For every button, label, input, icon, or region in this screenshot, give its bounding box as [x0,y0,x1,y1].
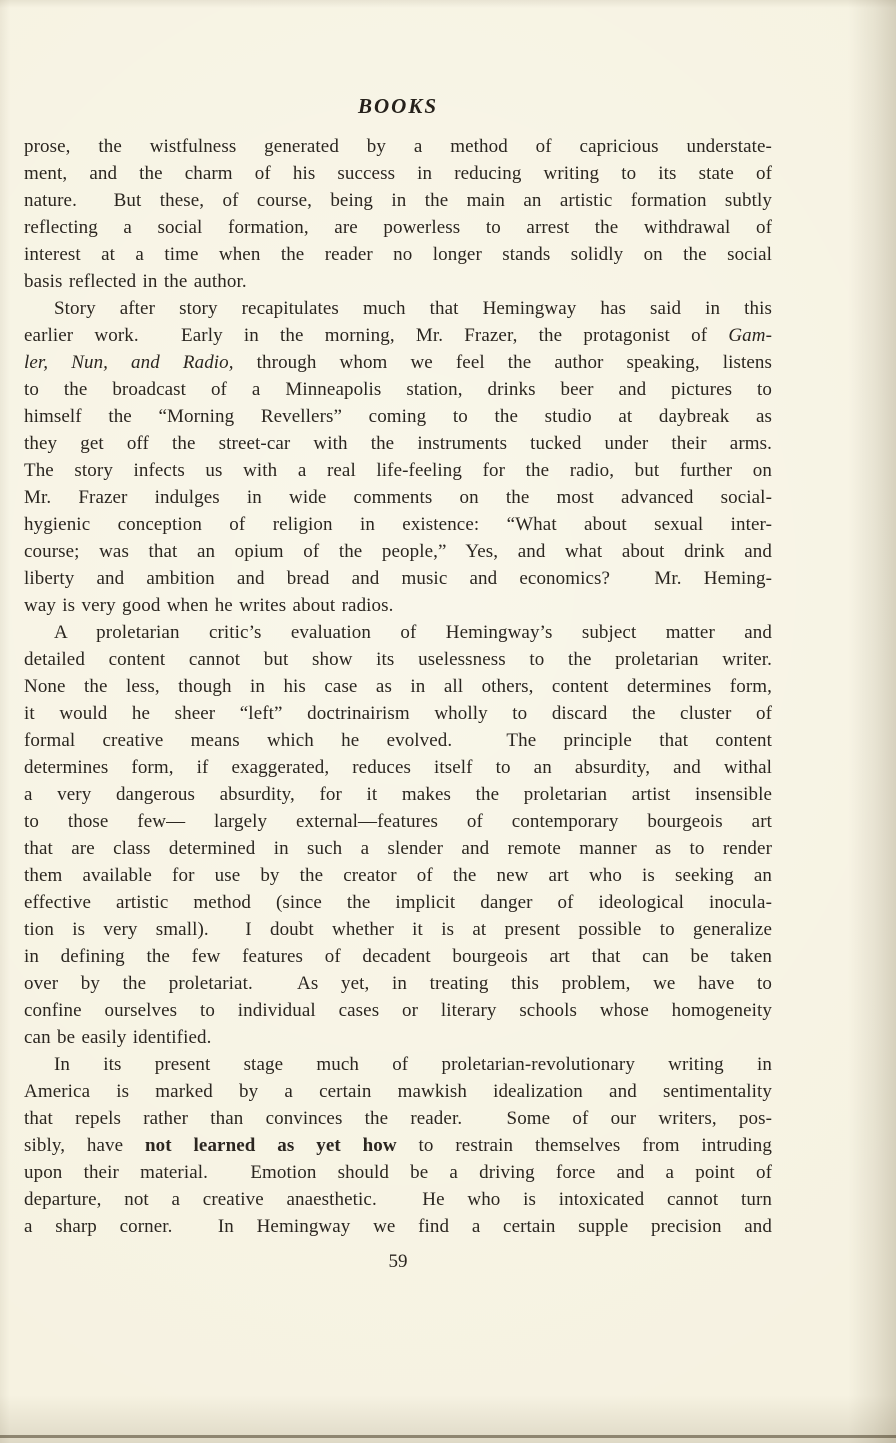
text-line: to those few— largely external—features of contemporary bourgeois art [24,811,772,832]
page-number: 59 [388,1251,408,1272]
text-line: sibly, have not learned as yet how to restrain themselves from intruding [24,1135,772,1156]
text-line: course; was that an opium of the people,” Yes, and what about drink and [24,541,772,562]
text-line: reflecting a social formation, are powerless to arrest the withdrawal of [24,217,772,238]
text-line: in defining the few features of decadent bourgeois art that can be taken [24,946,772,967]
text-line: a very dangerous absurdity, for it makes the proletarian artist insensible [24,784,772,805]
text-line: formal creative means which he evolved. The principle that content [24,730,772,751]
text-line: None the less, though in his case as in all others, content determines form, [24,676,772,697]
text-line: interest at a time when the reader no longer stands solidly on the social [24,244,772,265]
text-line: prose, the wistfulness generated by a method of capricious understate- [24,136,772,157]
text-line: hygienic conception of religion in existence: “What about sexual inter- [24,514,772,535]
text-line: upon their material. Emotion should be a driving force and a point of [24,1162,772,1183]
text-line: over by the proletariat. As yet, in treating this problem, we have to [24,973,772,994]
text-line: earlier work. Early in the morning, Mr. Frazer, the protagonist of Gam- [24,325,772,346]
text-line: effective artistic method (since the implicit danger of ideological inocula- [24,892,772,913]
text-line: The story infects us with a real life-feeling for the radio, but further on [24,460,772,481]
text-line: basis reflected in the author. [24,271,247,292]
text-line: they get off the street-car with the instruments tucked under their arms. [24,433,772,454]
text-line: tion is very small). I doubt whether it is at present possible to generalize [24,919,772,940]
text-line: it would he sheer “left” doctrinairism wholly to discard the cluster of [24,703,772,724]
text-line: detailed content cannot but show its uselessness to the proletarian writer. [24,649,772,670]
text-line: ment, and the charm of his success in reducing writing to its state of [24,163,772,184]
text-line: them available for use by the creator of the new art who is seeking an [24,865,772,886]
text-line: liberty and ambition and bread and music and economics? Mr. Heming- [24,568,772,589]
text-line: can be easily identified. [24,1027,212,1048]
text-line: himself the “Morning Revellers” coming to the studio at daybreak as [24,406,772,427]
text-line: America is marked by a certain mawkish idealization and sentimentality [24,1081,772,1102]
text-line: way is very good when he writes about radios. [24,595,394,616]
text-line: that repels rather than convinces the reader. Some of our writers, pos- [24,1108,772,1129]
text-line: Story after story recapitulates much that Hemingway has said in this [54,298,772,319]
text-line: ler, Nun, and Radio, through whom we feel the author speaking, listens [24,352,772,373]
text-line: to the broadcast of a Minneapolis station, drinks beer and pictures to [24,379,772,400]
text-line: Mr. Frazer indulges in wide comments on the most advanced social- [24,487,772,508]
text-line: In its present stage much of proletarian-revolutionary writing in [54,1054,772,1075]
text-line: a sharp corner. In Hemingway we find a certain supple precision and [24,1216,772,1237]
text-line: departure, not a creative anaesthetic. He who is intoxicated cannot turn [24,1189,772,1210]
text-line: determines form, if exaggerated, reduces itself to an absurdity, and withal [24,757,772,778]
text-line: nature. But these, of course, being in the main an artistic formation subtly [24,190,772,211]
page-body [24,133,772,1240]
text-line: A proletarian critic’s evaluation of Hemingway’s subject matter and [54,622,772,643]
running-head: BOOKS [357,94,439,118]
text-line: confine ourselves to individual cases or literary schools whose homogeneity [24,1000,772,1021]
text-line: that are class determined in such a slender and remote manner as to render [24,838,772,859]
